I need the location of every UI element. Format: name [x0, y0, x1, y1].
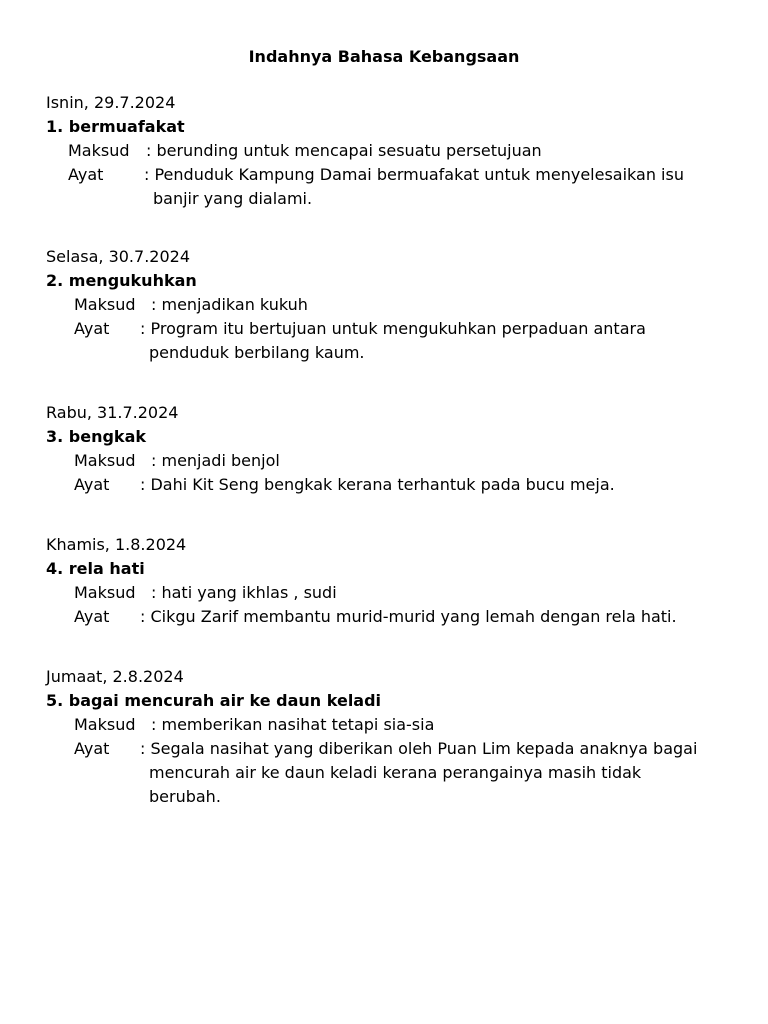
entry-term: 3. bengkak: [46, 427, 147, 446]
ayat-label: Ayat: [74, 607, 110, 626]
maksud-row: [46, 139, 736, 163]
entry-term: 4. rela hati: [46, 559, 145, 578]
entry-term: 1. bermuafakat: [46, 117, 185, 136]
ayat-row: [46, 473, 736, 497]
maksud-text: : menjadi benjol: [151, 451, 280, 470]
entry-date: Selasa, 30.7.2024: [46, 247, 190, 266]
maksud-label: Maksud: [68, 141, 130, 160]
maksud-label: Maksud: [74, 583, 136, 602]
ayat-text-cont: banjir yang dialami.: [153, 189, 313, 208]
maksud-text: : hati yang ikhlas , sudi: [151, 583, 337, 602]
ayat-label: Ayat: [68, 165, 104, 184]
entry-term: 2. mengukuhkan: [46, 271, 197, 290]
entry-term: 5. bagai mencurah air ke daun keladi: [46, 691, 382, 710]
maksud-row: [46, 713, 736, 737]
ayat-label: Ayat: [74, 739, 110, 758]
entry-4: [46, 533, 736, 629]
ayat-text-cont: penduduk berbilang kaum.: [149, 343, 365, 362]
ayat-text: : Program itu bertujuan untuk mengukuhkan perpaduan antara: [140, 319, 646, 338]
ayat-label: Ayat: [74, 475, 110, 494]
maksud-label: Maksud: [74, 715, 136, 734]
maksud-text: : berunding untuk mencapai sesuatu persetujuan: [146, 141, 542, 160]
ayat-text: : Segala nasihat yang diberikan oleh Puan Lim kepada anaknya bagai: [140, 739, 698, 758]
ayat-row: [46, 317, 736, 365]
ayat-text: : Dahi Kit Seng bengkak kerana terhantuk pada bucu meja.: [140, 475, 615, 494]
ayat-label: Ayat: [74, 319, 110, 338]
ayat-text-cont: mencurah air ke daun keladi kerana perangainya masih tidak: [149, 763, 642, 782]
entry-1: [46, 91, 736, 211]
maksud-label: Maksud: [74, 295, 136, 314]
ayat-row: [46, 605, 736, 629]
ayat-text: : Cikgu Zarif membantu murid-murid yang lemah dengan rela hati.: [140, 607, 677, 626]
ayat-text-cont-2: berubah.: [149, 787, 221, 806]
document-title: Indahnya Bahasa Kebangsaan: [248, 47, 520, 66]
entry-5: [46, 665, 736, 809]
entry-date: Isnin, 29.7.2024: [46, 93, 176, 112]
maksud-row: [46, 449, 736, 473]
entry-date: Rabu, 31.7.2024: [46, 403, 179, 422]
maksud-label: Maksud: [74, 451, 136, 470]
entry-2: [46, 245, 736, 365]
maksud-text: : memberikan nasihat tetapi sia-sia: [151, 715, 435, 734]
maksud-text: : menjadikan kukuh: [151, 295, 308, 314]
entry-date: Khamis, 1.8.2024: [46, 535, 187, 554]
ayat-text: : Penduduk Kampung Damai bermuafakat untuk menyelesaikan isu: [144, 165, 684, 184]
entry-3: [46, 401, 736, 497]
maksud-row: [46, 293, 736, 317]
ayat-row: [46, 163, 736, 211]
entry-date: Jumaat, 2.8.2024: [46, 667, 184, 686]
maksud-row: [46, 581, 736, 605]
ayat-row: [46, 737, 736, 809]
